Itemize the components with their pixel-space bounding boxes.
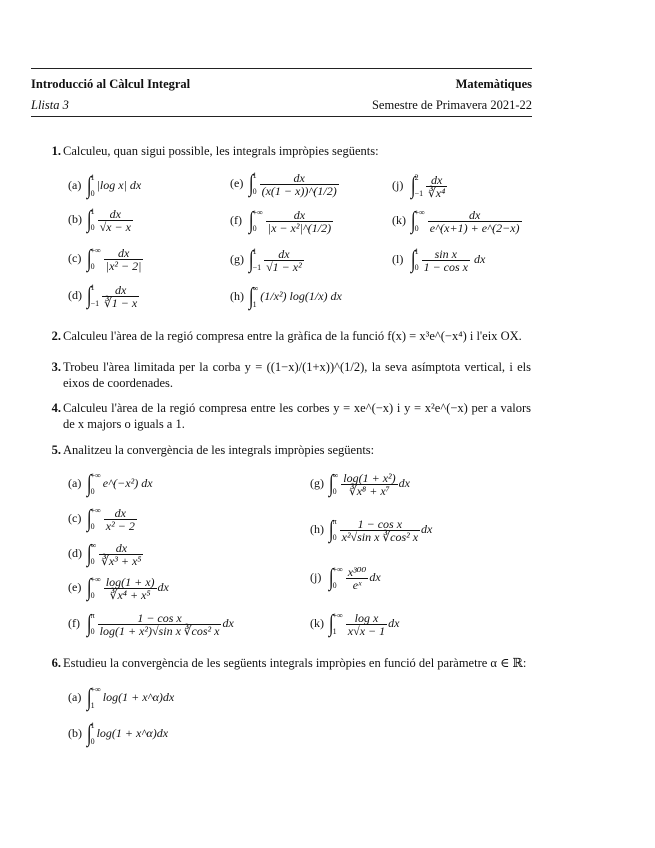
p1-item-l: (l) ∫ 1 0 $\frac{\text{sin x}}{\text{1 − cos x}}$ dx (392, 246, 486, 274)
p5-item-k: (k) ∫ +∞ 1 $\frac{\text{log x}}{x√x - 1}$ dx (310, 610, 400, 638)
p1-item-a: (a) ∫ 1 0 |log x| dx (68, 173, 142, 199)
p5-item-f: (f) ∫ π 0 $\frac{\text{1 − cos x}}{\text{log(1 + x²)√sin x ∛cos² x}}$ dx (68, 610, 234, 638)
p1-item-c: (c) ∫ +∞ 0 $\frac{dx}{\text{|x² − 2|}}$ (68, 245, 142, 273)
p1-item-e: (e) ∫ 1 0 $\frac{dx}{(x(1 - x))\^{}(1/2)}$ (230, 170, 337, 198)
p5-item-a: (a) ∫ +∞ 0 e^(−x²) dx (68, 471, 153, 497)
p5-item-g: (g) ∫ ∞ 0 $\frac{\text{log(1 + x²)}}{\text{∛x⁸ + x⁷}}$ dx (310, 470, 410, 498)
problem-2: 2. Calculeu l'àrea de la regió compresa entre la gràfica de la funció f(x) = x³e^(−x⁴) i l'eix OX. (51, 329, 522, 343)
problem-5: 5. Analitzeu la convergència de les integrals impròpies següents: (51, 443, 375, 457)
p1-item-j: (j) ∫ 2 −1 $\frac{dx}{\text{∛x⁴}}$ (392, 172, 446, 200)
header-top-rule (31, 68, 532, 69)
header-bottom-rule (31, 116, 532, 117)
problem-4: 4. Calculeu l'àrea de la regió compresa entre les corbes y = xe^(−x) i y = x²e^(−x) per a valors de x majors o iguals a 1. (51, 401, 531, 431)
p5-item-d: (d) ∫ ∞ 0 $\frac{dx}{\text{∛x³ + x⁵}}$ (68, 540, 142, 568)
subject-title: Matemàtiques (455, 77, 532, 91)
p5-item-e: (e) ∫ +∞ 0 $\frac{\log(1 + x)}{\text{∛x⁴ + x⁵}}$ dx (68, 574, 169, 602)
p1-item-k: (k) ∫ +∞ 0 $\frac{dx}{e\^{}(x+1) + e\^{}(2-x)}$ (392, 207, 520, 235)
problem-3: 3. Trobeu l'àrea limitada per la corba y = ((1−x)/(1+x))^(1/2), la seva asímptota vertical, i els eixos de coordenades. (51, 360, 531, 390)
p1-item-d: (d) ∫ 1 −1 $\frac{dx}{∛1 - x}$ (68, 282, 138, 310)
p1-item-h: (h) ∫ ∞ 1 (1/x²) log(1/x) dx (230, 284, 342, 310)
p5-item-h: (h) ∫ π 0 $\frac{\text{1 − cos x}}{\text{x²√sin x ∛cos² x}}$ dx (310, 516, 433, 544)
p1-item-f: (f) ∫ +∞ 0 $\frac{dx}{\text{|x − x²|\textasciicircum{}(1/2)}}$ (230, 207, 332, 235)
semester: Semestre de Primavera 2021-22 (371, 98, 532, 112)
p5-item-c: (c) ∫ +∞ 0 $\frac{dx}{\text{x² − 2}}$ (68, 505, 135, 533)
p1-item-g: (g) ∫ 1 −1 $\frac{dx}{\text{√1 − x²}}$ (230, 246, 302, 274)
list-number: Llista 3 (31, 98, 69, 112)
p6-item-a: (a) ∫ +∞ 1 log(1 + x^α)dx (68, 685, 175, 711)
problem-6: 6. Estudieu la convergència de les següents integrals impròpies en funció del paràmetre α ∈ ℝ: (51, 656, 527, 670)
p5-item-j: (j) ∫ +∞ 0 $\frac{\text{x³⁰⁰}}{\text{eˣ}}$ dx (310, 564, 381, 592)
course-title: Introducció al Càlcul Integral (31, 77, 191, 91)
p6-item-b: (b) ∫ 1 0 log(1 + x^α)dx (68, 721, 169, 747)
p1-item-b: (b) ∫ 1 0 $\frac{dx}{√x - x}$ (68, 206, 131, 234)
problem-1: 1. Calculeu, quan sigui possible, les integrals impròpies següents: (51, 144, 379, 158)
